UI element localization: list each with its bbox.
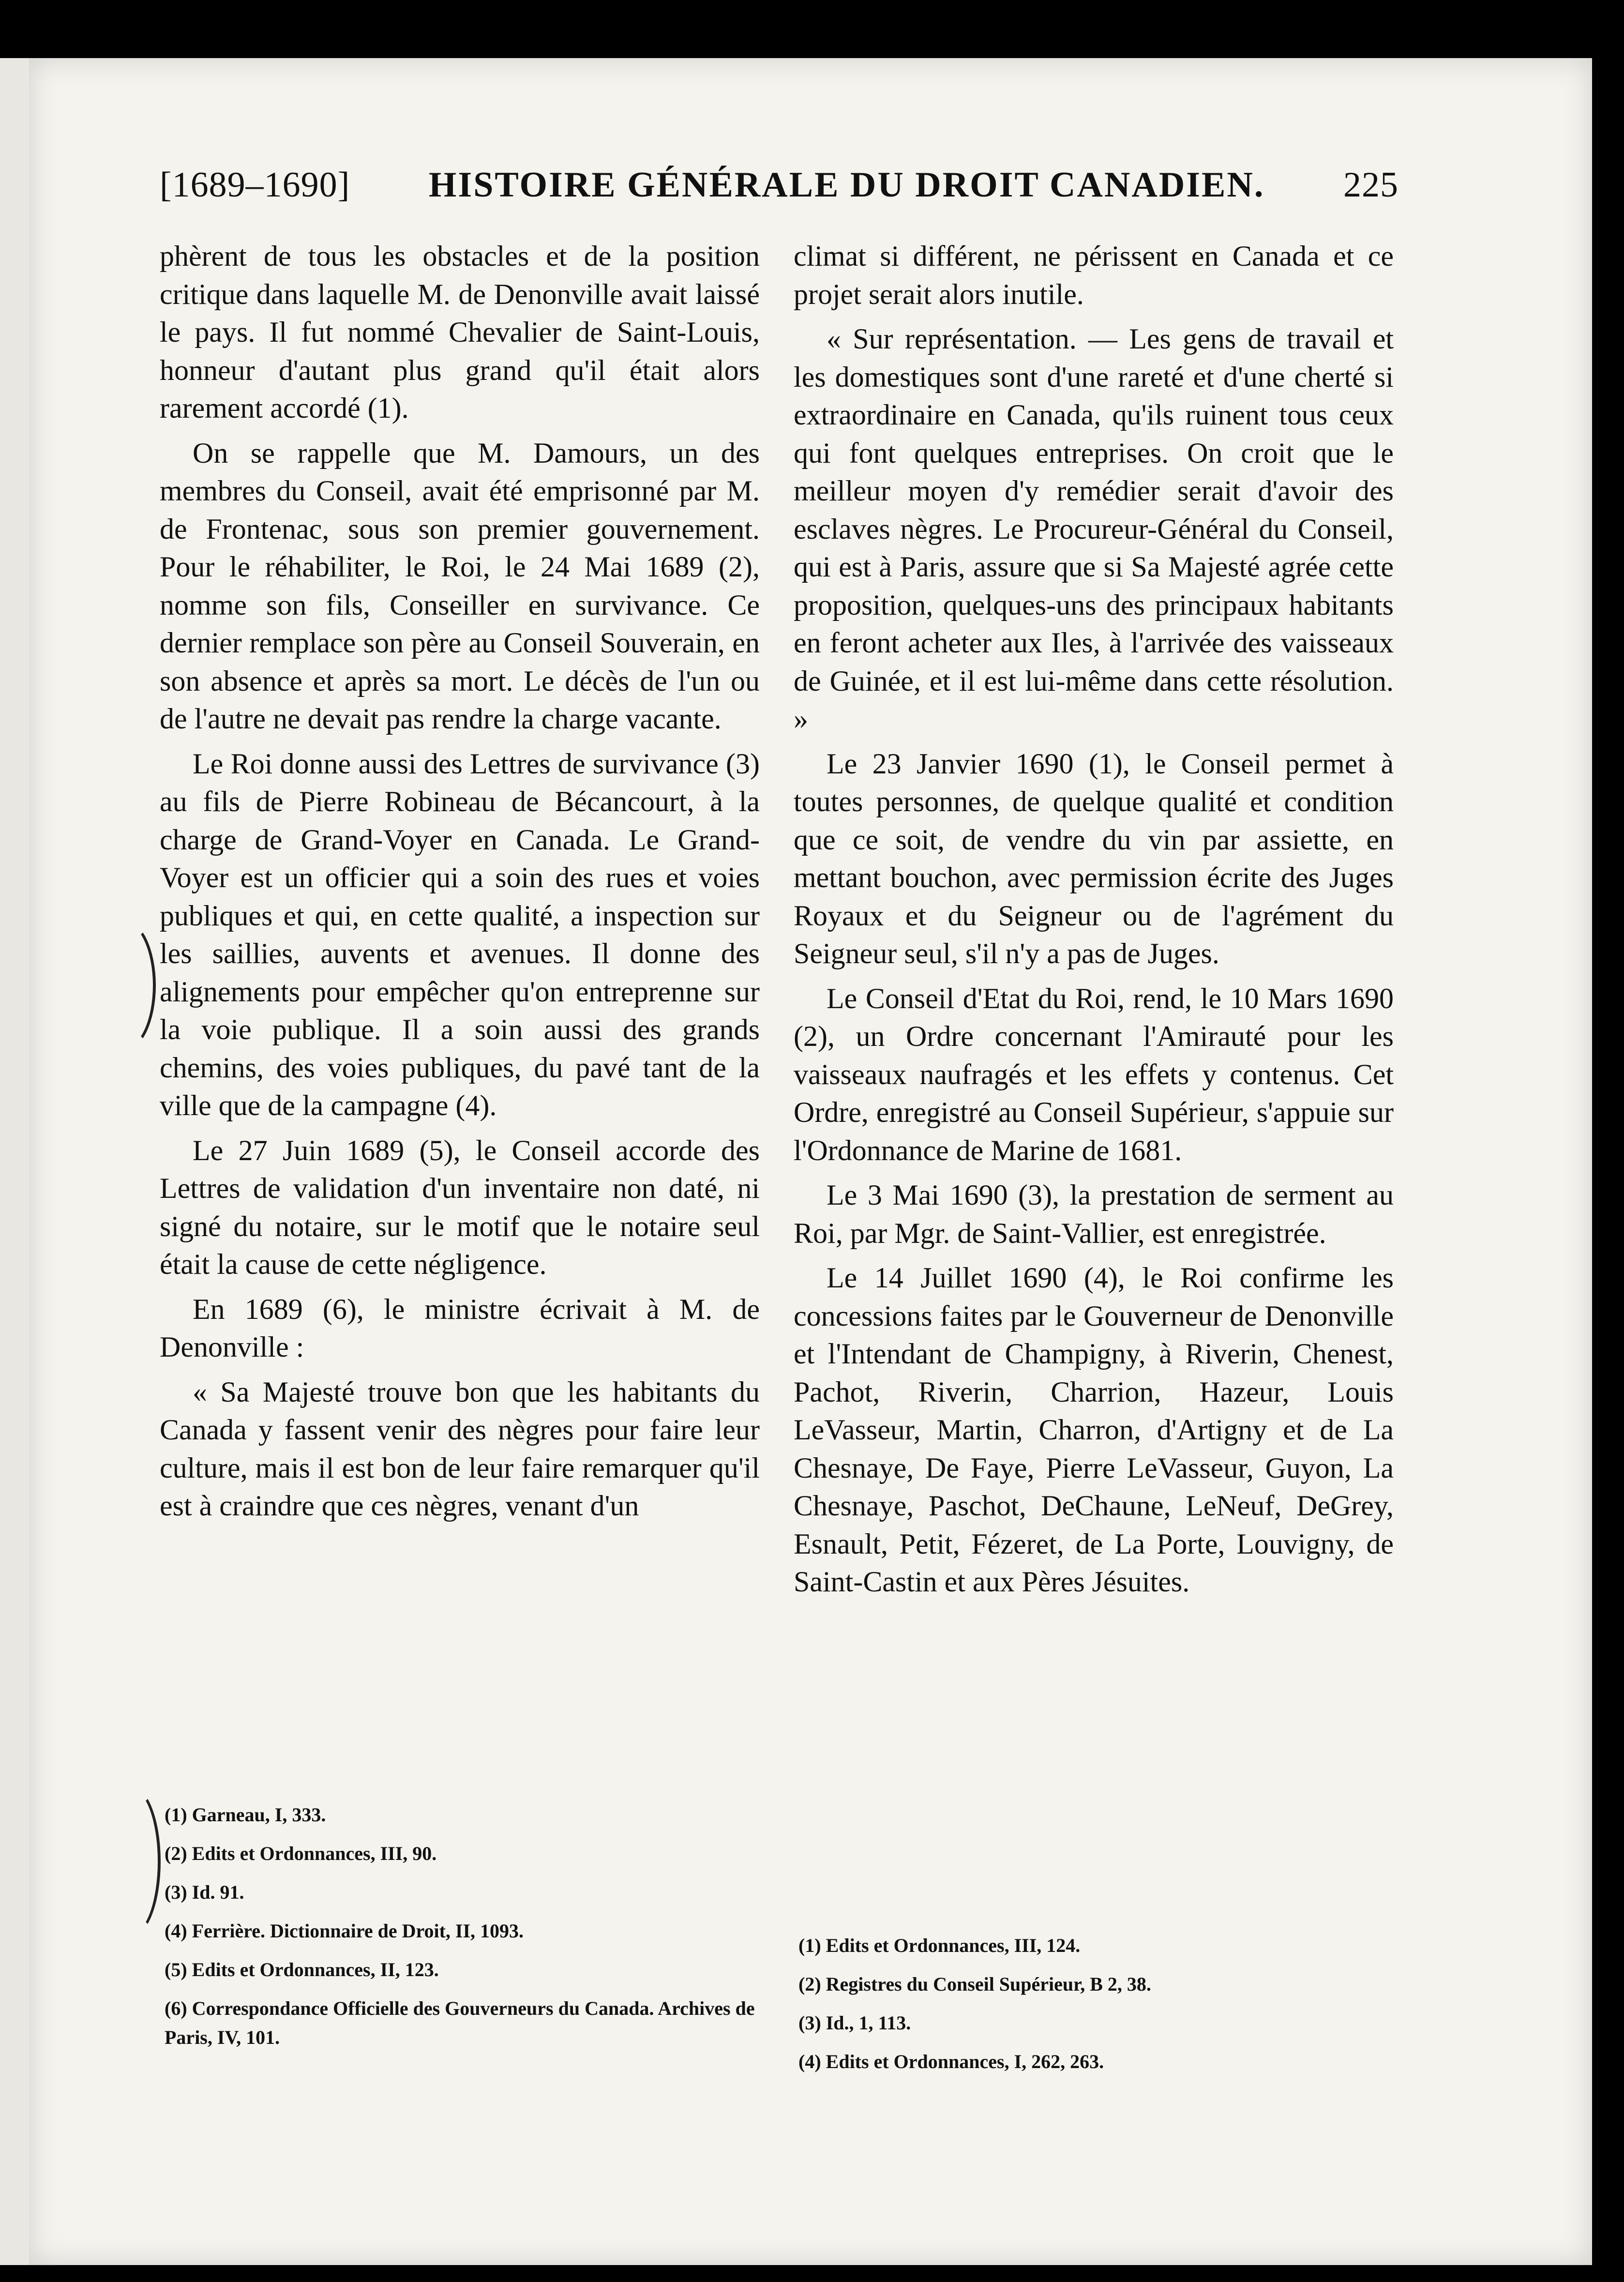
footnote: (2) Registres du Conseil Supérieur, B 2, 38. xyxy=(798,1973,1151,1995)
footnote: (3) Id., 1, 113. xyxy=(798,2012,911,2034)
right-column xyxy=(794,237,1394,1601)
pencil-mark xyxy=(92,920,156,1051)
paragraph: En 1689 (6), le ministre écrivait à M. de Denonville : xyxy=(160,1293,760,1363)
paragraph: Le 3 Mai 1690 (3), la prestation de serment au Roi, par Mgr. de Saint-Vallier, est enregistrée. xyxy=(794,1179,1394,1249)
footnote: (5) Edits et Ordonnances, II, 123. xyxy=(165,1959,439,1980)
footnote: (2) Edits et Ordonnances, III, 90. xyxy=(165,1843,437,1864)
footnotes-right xyxy=(798,1926,1398,2081)
footnote: (1) Edits et Ordonnances, III, 124. xyxy=(798,1934,1081,1956)
header-title: HISTOIRE GÉNÉRALE DU DROIT CANADIEN. xyxy=(428,165,1265,205)
header-years: [1689–1690] xyxy=(160,165,350,205)
footnote: (6) Correspondance Officielle des Gouverneurs du Canada. Archives de Paris, IV, 101. xyxy=(165,1997,755,2048)
footnote: (4) Ferrière. Dictionnaire de Droit, II, 1093. xyxy=(165,1920,524,1942)
pencil-mark xyxy=(102,1786,161,1937)
paragraph: climat si différent, ne périssent en Canada et ce projet serait alors inutile. xyxy=(794,240,1394,310)
paragraph: Le 27 Juin 1689 (5), le Conseil accorde des Lettres de validation d'un inventaire non daté, ni signé du notaire, sur le motif que le notaire seul était la cause de cette négligence. xyxy=(160,1134,760,1280)
page-number: 225 xyxy=(1343,165,1398,205)
footnote: (1) Garneau, I, 333. xyxy=(165,1804,326,1826)
left-column xyxy=(160,237,760,1525)
footnote: (3) Id. 91. xyxy=(165,1881,244,1903)
paragraph: « Sur représentation. — Les gens de travail et les domestiques sont d'une rareté et d'une cherté si extraordinaire en Canada, qu'ils ruinent tous ceux qui font quelques entreprises. On croit que le meilleur moyen d'y remédier serait d'avoir des esclaves nègres. Le Procureur-Général du Conseil, qui est à Paris, assure que si Sa Majesté agrée cette proposition, quelques-uns des principaux habitants en feront acheter aux Iles, à l'arrivée des vaisseaux de Guinée, et il est lui-même dans cette résolution. » xyxy=(794,323,1394,735)
paragraph: On se rappelle que M. Damours, un des membres du Conseil, avait été emprisonné par M. de Frontenac, sous son premier gouvernement. Pour le réhabiliter, le Roi, le 24 Mai 1689 (2), nomme son fils, Conseiller en survivance. Ce dernier remplace son père au Conseil Souverain, en son absence et après sa mort. Le décès de l'un ou de l'autre ne devait pas rendre la charge vacante. xyxy=(160,437,760,735)
paragraph: Le Roi donne aussi des Lettres de survivance (3) au fils de Pierre Robineau de Bécancourt, à la charge de Grand-Voyer en Canada. Le Grand-Voyer est un officier qui a soin des rues et voies publiques et qui, en cette qualité, a inspection sur les saillies, auvents et avenues. Il donne des alignements pour empêcher qu'on entreprenne sur la voie publique. Il a soin aussi des grands chemins, des voies publiques, du pavé tant de la ville que de la campagne (4). xyxy=(160,747,760,1121)
paragraph: Le 23 Janvier 1690 (1), le Conseil permet à toutes personnes, de quelque qualité et condition que ce soit, de vendre du vin par assiette, en mettant bouchon, avec permission écrite des Juges Royaux et du Seigneur ou de l'agrément du Seigneur seul, s'il n'y a pas de Juges. xyxy=(794,747,1394,969)
footnote: (4) Edits et Ordonnances, I, 262, 263. xyxy=(798,2051,1104,2072)
footnotes-left xyxy=(165,1796,765,2052)
paragraph: Le 14 Juillet 1690 (4), le Roi confirme les concessions faites par le Gouverneur de Denonville et l'Intendant de Champigny, à Riverin, Chenest, Pachot, Riverin, Charrion, Hazeur, Louis LeVasseur, Martin, Charron, d'Artigny et de La Chesnaye, De Faye, Pierre LeVasseur, Guyon, La Chesnaye, Paschot, DeChaune, LeNeuf, DeGrey, Esnault, Petit, Fézeret, de La Porte, Louvigny, de Saint-Castin et aux Pères Jésuites. xyxy=(794,1262,1394,1598)
paragraph: phèrent de tous les obstacles et de la position critique dans laquelle M. de Denonville avait laissé le pays. Il fut nommé Chevalier de Saint-Louis, honneur d'autant plus grand qu'il était alors rarement accordé (1). xyxy=(160,240,760,424)
running-header xyxy=(160,165,1398,218)
paragraph: « Sa Majesté trouve bon que les habitants du Canada y fassent venir des nègres pour faire leur culture, mais il est bon de leur faire remarquer qu'il est à craindre que ces nègres, venant d'un xyxy=(160,1375,760,1522)
paragraph: Le Conseil d'Etat du Roi, rend, le 10 Mars 1690 (2), un Ordre concernant l'Amirauté pour les vaisseaux naufragés et les effets y contenus. Cet Ordre, enregistré au Conseil Supérieur, s'appuie sur l'Ordonnance de Marine de 1681. xyxy=(794,982,1394,1166)
